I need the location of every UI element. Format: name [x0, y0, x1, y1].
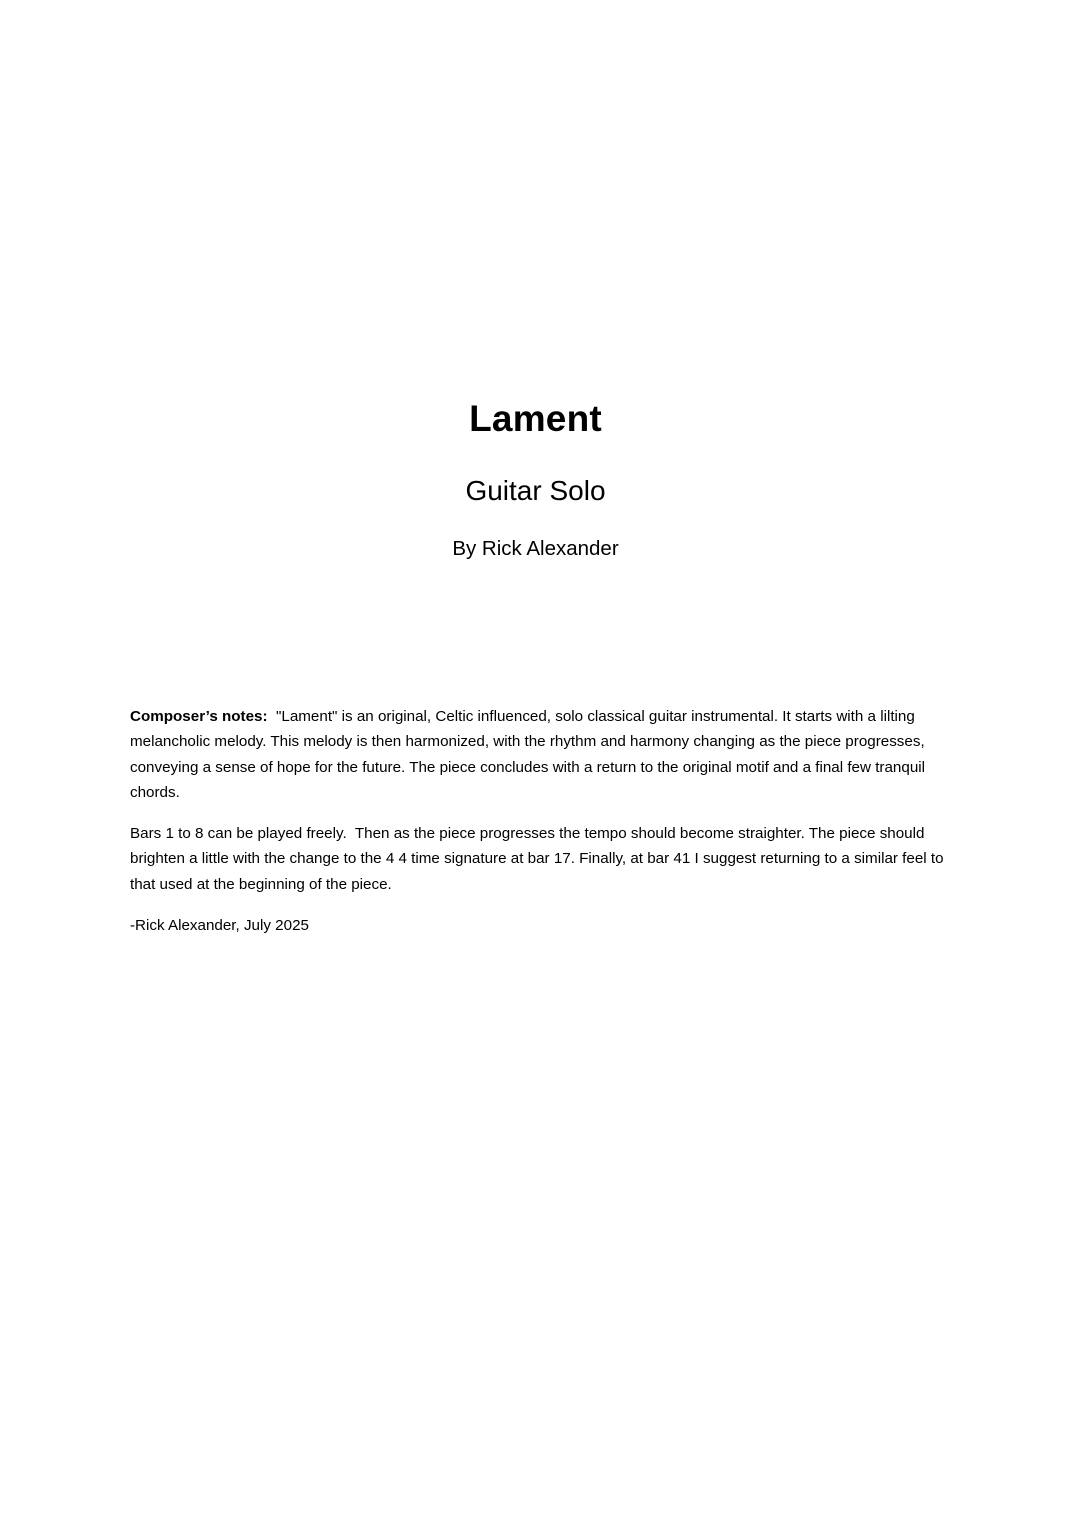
notes-paragraph-1-text: "Lament" is an original, Celtic influenced, solo classical guitar instrumental. It starts with a lilting melancholic melody. This melody is then harmonized, with the rhythm and harmony changing as the piece progresses, conveying a sense of hope for the future. The piece concludes with a return to the original motif and a final few tranquil chords.: [130, 708, 926, 801]
document-subtitle: Guitar Solo: [465, 475, 606, 506]
author-byline: By Rick Alexander: [452, 537, 619, 560]
composer-notes: [130, 704, 945, 954]
notes-heading: Composer’s notes:: [130, 708, 268, 725]
notes-paragraph-2: Bars 1 to 8 can be played freely. Then as the piece progresses the tempo should become straighter. The piece should brighten a little with the change to the 4 4 time signature at bar 17. Finally, at bar 41 I suggest returning to a similar feel to that used at the beginning of the piece.: [130, 825, 944, 893]
document-title: Lament: [469, 398, 602, 439]
notes-signature: -Rick Alexander, July 2025: [130, 917, 309, 935]
notes-paragraph-1: [130, 704, 945, 805]
